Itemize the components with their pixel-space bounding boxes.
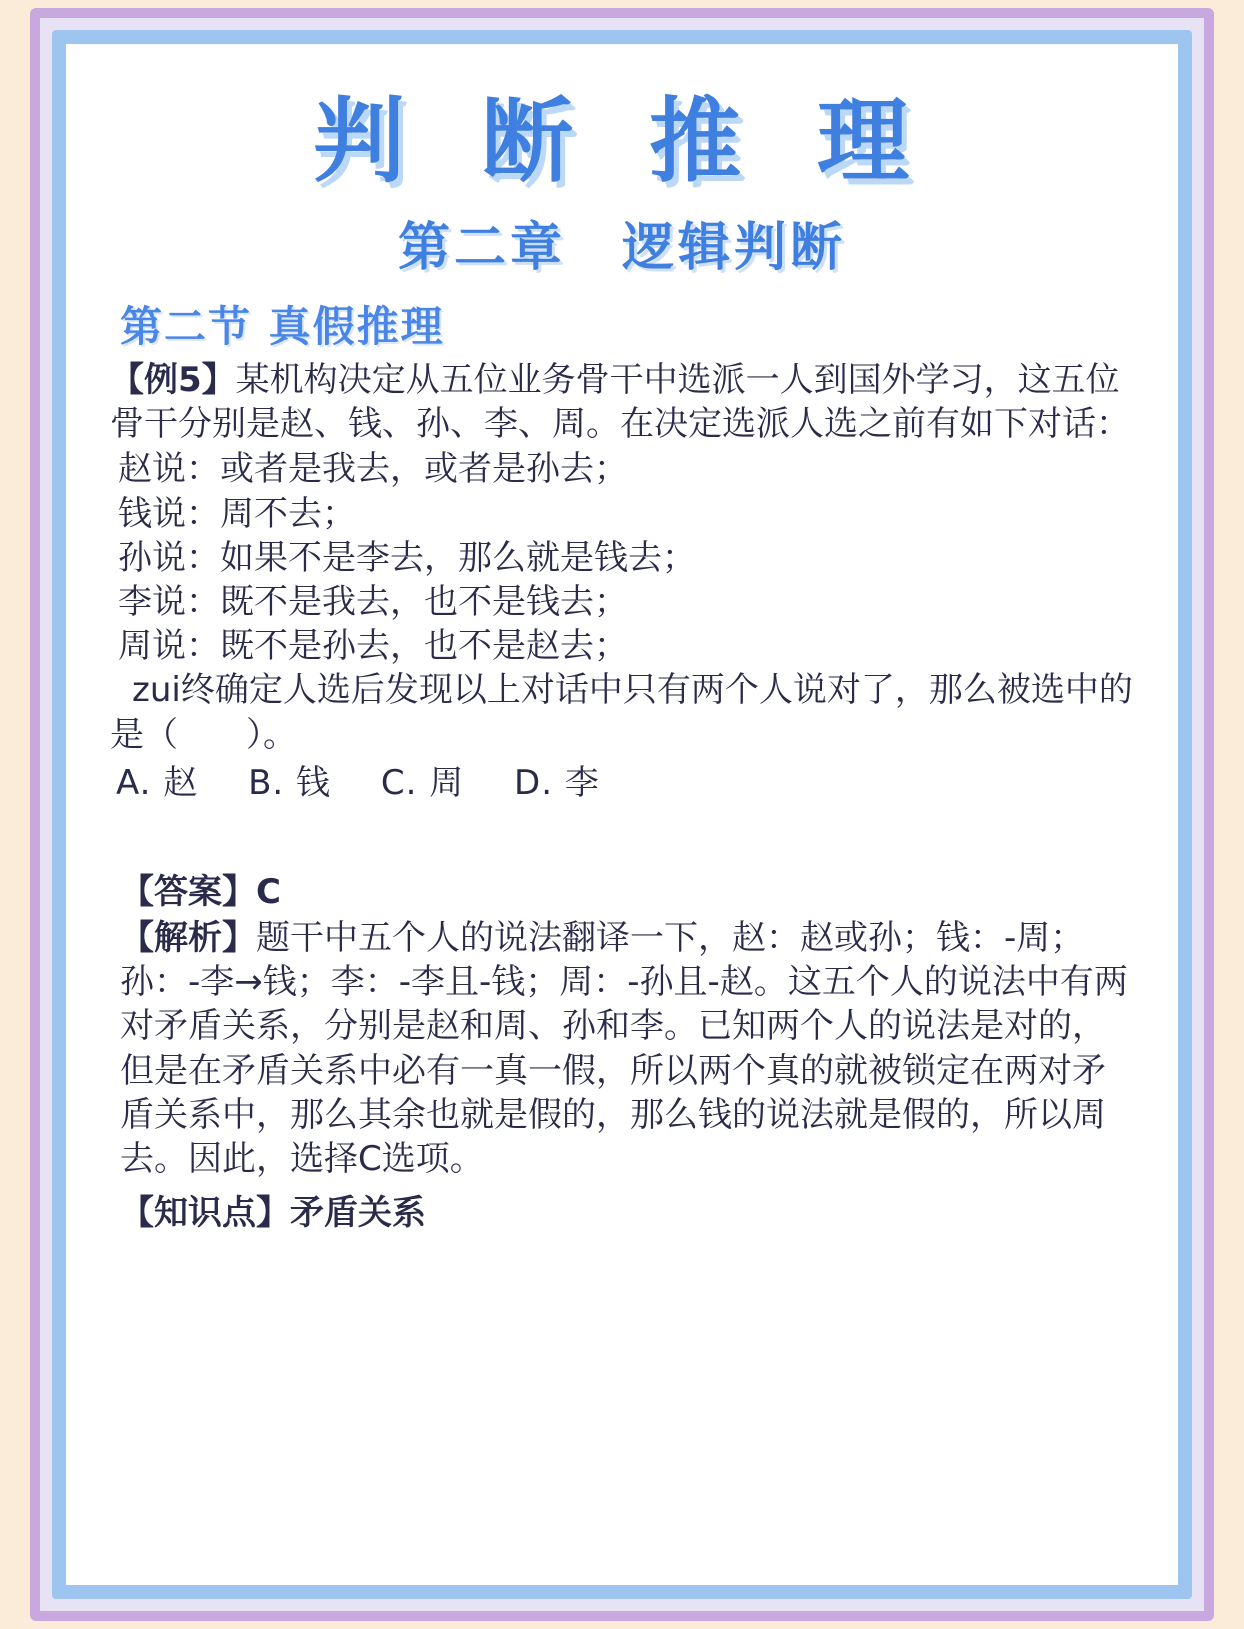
option-b[interactable]: B. 钱 bbox=[248, 762, 332, 803]
question-closing: zui终确定人选后发现以上对话中只有两个人说对了，那么被选中的是（ ）。 bbox=[110, 670, 1133, 755]
knowledge-point bbox=[120, 1191, 1134, 1235]
statement-line: 孙说：如果不是李去，那么就是钱去； bbox=[118, 537, 696, 578]
spacer bbox=[110, 806, 1134, 870]
option-a[interactable]: A. 赵 bbox=[116, 762, 199, 803]
question-stem bbox=[110, 358, 1134, 446]
answer-label: 【答案】 bbox=[120, 871, 256, 912]
section-title: 第二节 真假推理 bbox=[120, 302, 445, 351]
document-sheet bbox=[84, 62, 1160, 1567]
answer-line bbox=[120, 870, 1134, 914]
option-d[interactable]: D. 李 bbox=[514, 762, 600, 803]
question-label: 【例5】 bbox=[110, 360, 236, 400]
knowledge-label: 【知识点】 bbox=[120, 1193, 290, 1234]
statement-line: 李说：既不是我去，也不是钱去； bbox=[118, 581, 628, 622]
analysis-label: 【解析】 bbox=[120, 918, 256, 959]
knowledge-value: 矛盾关系 bbox=[290, 1193, 426, 1234]
statement-line: 赵说：或者是我去，或者是孙去； bbox=[118, 449, 628, 490]
analysis-text: 题干中五个人的说法翻译一下，赵：赵或孙；钱：-周；孙：-李→钱；李：-李且-钱；周：-孙且-赵。这五个人的说法中有两对矛盾关系，分别是赵和周、孙和李。已知两个人的说法是对的，但是在矛盾关系中必有一真一假，所以两个真的就被锁定在两对矛盾关系中，那么其余也就是假的，那么钱的说法就是假的，所以周去。因此，选择C选项。 bbox=[120, 918, 1128, 1179]
option-c[interactable]: C. 周 bbox=[380, 762, 465, 803]
analysis-block bbox=[120, 916, 1134, 1181]
statement-line: 周说：既不是孙去，也不是赵去； bbox=[118, 626, 628, 667]
question-block bbox=[110, 358, 1134, 1235]
statement-line: 钱说：周不去； bbox=[118, 493, 356, 534]
chapter-title: 第二章 逻辑判断 bbox=[397, 218, 846, 278]
page-title: 判 断 推 理 bbox=[312, 88, 932, 195]
answer-value: C bbox=[256, 871, 281, 912]
option-list bbox=[110, 761, 1134, 805]
question-stem-text: 某机构决定从五位业务骨干中选派一人到国外学习，这五位骨干分别是赵、钱、孙、李、周。在决定选派人选之前有如下对话： bbox=[110, 360, 1130, 445]
